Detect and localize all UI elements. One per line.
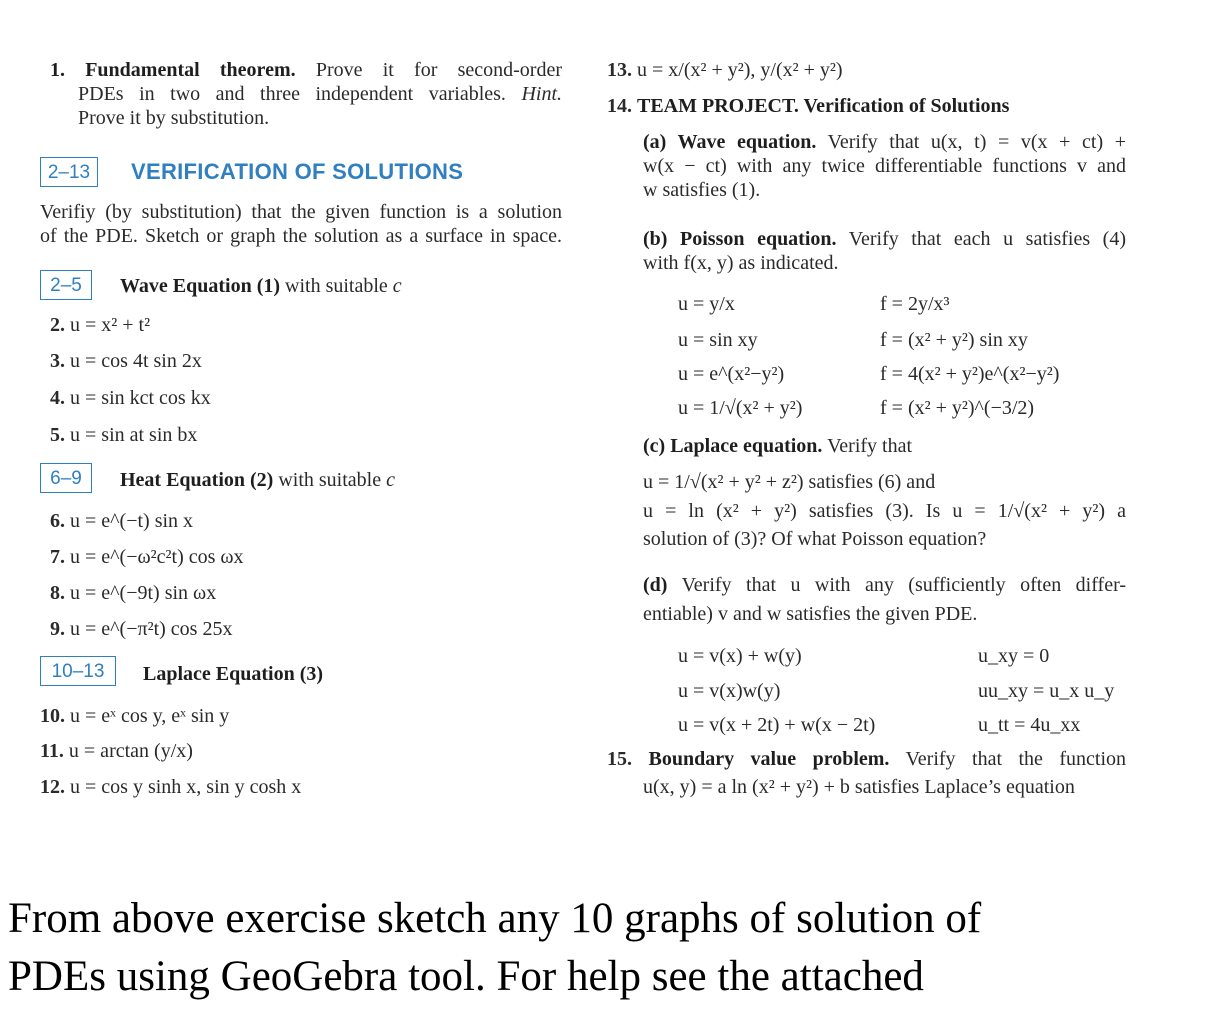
problem-10 [40,704,229,728]
problem-15 [607,747,1126,799]
part-a [643,130,1126,202]
problem-13-number: 13. [607,59,632,81]
heat-heading-title: Heat Equation (2) [120,469,274,491]
problem-1-title: Fundamental theorem. [85,59,296,81]
problem-1-line-3: Prove it by substitution. [78,107,270,129]
poisson-f-3: f = 4(x² + y²)e^(x²−y²) [880,363,1060,385]
problem-4-expression: u = sin kct cos kx [70,387,211,409]
wave-heading [120,274,402,298]
instruction-line-2: PDEs using GeoGebra tool. For help see the attached [8,953,924,1000]
problem-1-number: 1. [50,59,65,81]
problem-4 [50,386,211,410]
pde-eq-2: uu_xy = u_x u_y [978,680,1115,702]
part-b [643,227,1126,275]
problem-6 [50,509,193,533]
problem-15-title: Boundary value problem. [648,748,890,770]
heat-heading-suffix: with suitable [278,469,382,491]
problem-10-expression: u = eˣ cos y, eˣ sin y [70,705,230,727]
section-range-badge: 2–13 [40,157,98,187]
part-d-line-1 [643,573,1126,597]
heat-heading-c: c [386,469,395,491]
problem-14-number: 14. [607,95,632,117]
heat-range-badge: 6–9 [40,463,92,493]
problem-1 [50,58,562,130]
pde-eq-1: u_xy = 0 [978,645,1050,667]
problem-3-expression: u = cos 4t sin 2x [70,350,202,372]
part-b-line-2: with f(x, y) as indicated. [643,252,839,274]
poisson-u-1: u = y/x [678,293,735,315]
wave-heading-title: Wave Equation (1) [120,275,281,297]
problem-6-expression: u = e^(−t) sin x [70,510,194,532]
problem-1-text-2: PDEs in two and three independent variables. [78,83,506,105]
problem-2-number: 2. [50,314,65,336]
part-a-line-1 [643,130,1126,154]
problem-9 [50,617,232,641]
problem-15-line-2: u(x, y) = a ln (x² + y²) + b satisfies Laplace’s equation [643,776,1075,798]
problem-13-expression: u = x/(x² + y²), y/(x² + y²) [637,59,843,81]
section-description-line-1: Verifiy (by substitution) that the given function is a solution [40,201,562,223]
problem-7-expression: u = e^(−ω²c²t) cos ωx [70,546,244,568]
problem-1-line-1 [50,58,562,82]
problem-13 [607,58,843,82]
problem-15-line-1 [607,747,1126,771]
problem-1-text-1: Prove it for second-order [315,59,562,81]
problem-1-hint: Hint. [521,83,563,105]
problem-14 [607,94,1009,118]
part-d-text-1: Verify that u with any (sufficiently often differ- [681,574,1126,596]
problem-4-number: 4. [50,387,65,409]
instruction-line-1: From above exercise sketch any 10 graphs of solution of [8,895,982,942]
part-a-text-1: Verify that u(x, t) = v(x + ct) + [827,131,1126,153]
problem-5-number: 5. [50,424,65,446]
part-c-label: (c) Laplace equation. [643,435,823,457]
poisson-f-1: f = 2y/x³ [880,293,950,315]
part-c-line-2: u = 1/√(x² + y² + z²) satisfies (6) and [643,471,936,493]
problem-8 [50,581,216,605]
problem-12-expression: u = cos y sinh x, sin y cosh x [70,776,302,798]
section-description [40,200,562,248]
part-a-line-3: w satisfies (1). [643,179,761,201]
problem-12-number: 12. [40,776,65,798]
problem-7-number: 7. [50,546,65,568]
part-b-line-1 [643,227,1126,251]
part-c-line-4: solution of (3)? Of what Poisson equation? [643,528,987,550]
pde-eq-3: u_tt = 4u_xx [978,714,1081,736]
laplace-heading-title: Laplace Equation (3) [143,663,324,685]
laplace-heading [143,662,323,686]
part-a-line-2: w(x − ct) with any twice differentiable functions v and [643,155,1126,177]
poisson-u-3: u = e^(x²−y²) [678,363,785,385]
laplace-range-badge: 10–13 [40,656,116,686]
problem-2 [50,313,150,337]
poisson-f-2: f = (x² + y²) sin xy [880,329,1028,351]
wave-heading-suffix: with suitable [285,275,388,297]
problem-9-expression: u = e^(−π²t) cos 25x [70,618,233,640]
problem-5 [50,423,197,447]
problem-15-number: 15. [607,748,632,770]
part-c-text-1: Verify that [827,435,913,457]
part-d-line-2: entiable) v and w satisfies the given PDE. [643,603,978,625]
problem-3 [50,349,202,373]
wave-heading-c: c [392,275,402,297]
problem-8-expression: u = e^(−9t) sin ωx [70,582,217,604]
section-title: VERIFICATION OF SOLUTIONS [131,159,464,184]
problem-5-expression: u = sin at sin bx [70,424,198,446]
pde-u-2: u = v(x)w(y) [678,680,781,702]
part-c-line-1 [643,434,1126,458]
problem-11 [40,739,193,763]
poisson-u-2: u = sin xy [678,329,758,351]
section-description-line-2: of the PDE. Sketch or graph the solution as a surface in space. [40,225,562,247]
part-b-text-1: Verify that each u satisfies (4) [848,228,1126,250]
poisson-u-4: u = 1/√(x² + y²) [678,397,803,419]
problem-10-number: 10. [40,705,65,727]
problem-11-number: 11. [40,740,64,762]
wave-range-badge: 2–5 [40,270,92,300]
problem-12 [40,775,301,799]
pde-u-1: u = v(x) + w(y) [678,645,802,667]
problem-15-text-1: Verify that the function [905,748,1127,770]
part-a-label: (a) Wave equation. [643,131,817,153]
part-d-label: (d) [643,574,668,596]
part-c-line-3: u = ln (x² + y²) satisfies (3). Is u = 1/√(x² + y²) a [643,500,1126,522]
part-d [643,573,1126,626]
problem-6-number: 6. [50,510,65,532]
part-c [643,434,1126,551]
heat-heading [120,468,395,492]
problem-11-expression: u = arctan (y/x) [68,740,193,762]
problem-7 [50,545,244,569]
problem-2-expression: u = x² + t² [70,314,151,336]
problem-14-title: TEAM PROJECT. Verification of Solutions [637,95,1010,117]
pde-u-3: u = v(x + 2t) + w(x − 2t) [678,714,876,736]
problem-3-number: 3. [50,350,65,372]
problem-1-line-2 [78,82,562,106]
problem-8-number: 8. [50,582,65,604]
problem-9-number: 9. [50,618,65,640]
part-b-label: (b) Poisson equation. [643,228,837,250]
poisson-f-4: f = (x² + y²)^(−3/2) [880,397,1035,419]
